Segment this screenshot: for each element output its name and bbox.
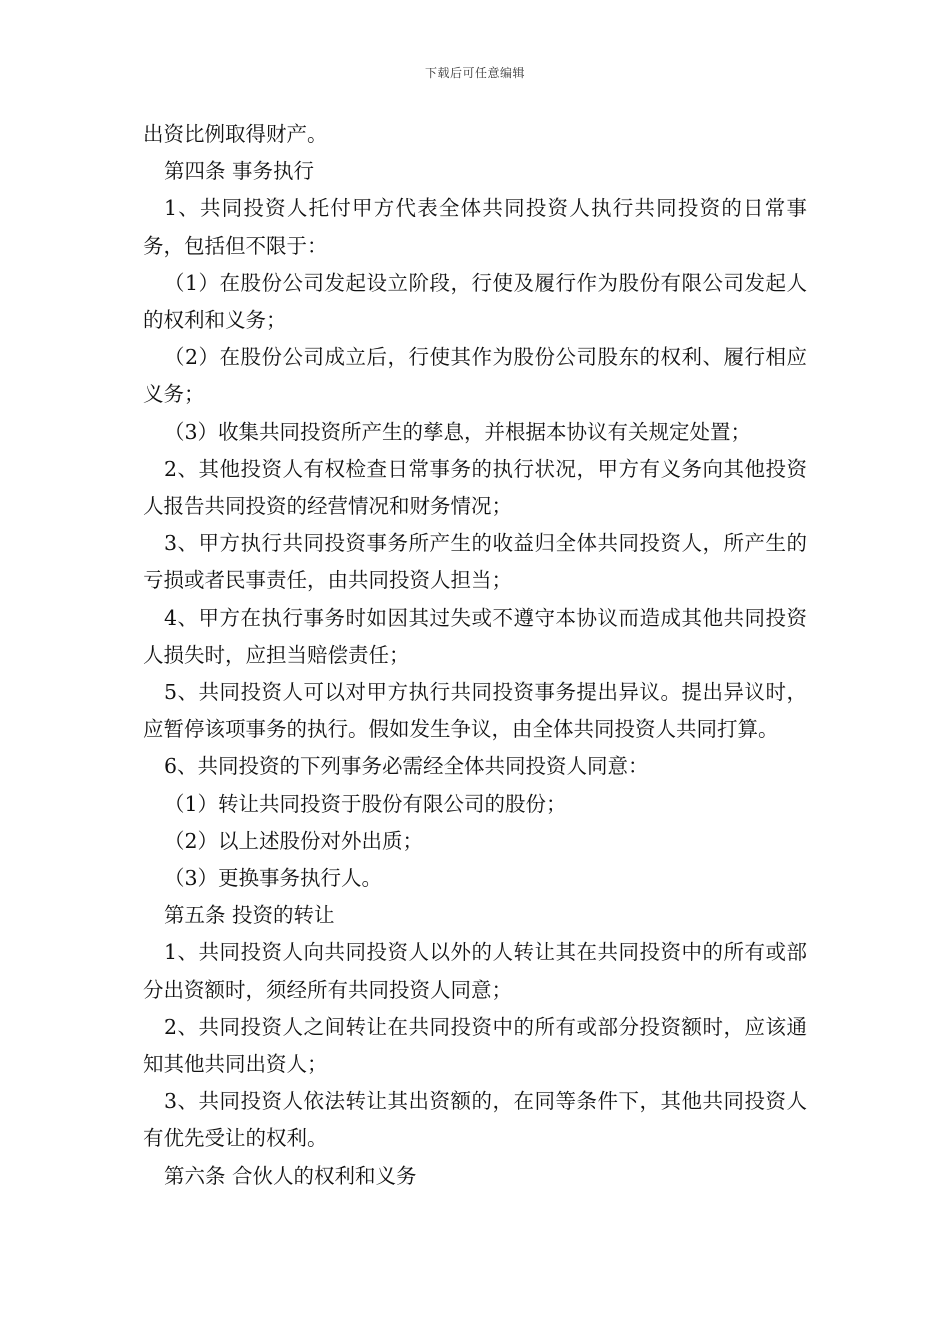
paragraph: 2、其他投资人有权检查日常事务的执行状况，甲方有义务向其他投资人报告共同投资的经营情况和财务情况； [143, 456, 807, 519]
paragraph: （2）以上述股份对外出质； [164, 828, 424, 853]
paragraph: 1、共同投资人托付甲方代表全体共同投资人执行共同投资的日常事务，包括但不限于： [143, 196, 807, 258]
paragraph: （2）在股份公司成立后，行使其作为股份公司股东的权利、履行相应义务； [143, 345, 807, 407]
article-heading: 第四条 事务执行 [164, 159, 315, 184]
document-body [143, 116, 807, 1195]
article-heading: 第五条 投资的转让 [164, 903, 335, 928]
paragraph: 1、共同投资人向共同投资人以外的人转让其在共同投资中的所有或部分出资额时，须经所有共同投资人同意； [143, 940, 807, 1002]
paragraph: 3、甲方执行共同投资事务所产生的收益归全体共同投资人，所产生的亏损或者民事责任，由共同投资人担当； [143, 531, 807, 593]
paragraph: 5、共同投资人可以对甲方执行共同投资事务提出异议。提出异议时，应暂停该项事务的执行。假如发生争议，由全体共同投资人共同打算。 [143, 680, 807, 742]
paragraph: 3、共同投资人依法转让其出资额的，在同等条件下，其他共同投资人有优先受让的权利。 [143, 1089, 807, 1151]
paragraph: （1）转让共同投资于股份有限公司的股份； [164, 791, 567, 816]
paragraph: （3）收集共同投资所产生的孳息，并根据本协议有关规定处置； [164, 419, 752, 444]
paragraph: 出资比例取得财产。 [143, 122, 328, 146]
page-header: 下载后可任意编辑 [424, 66, 525, 80]
paragraph: 2、共同投资人之间转让在共同投资中的所有或部分投资额时，应该通知其他共同出资人； [143, 1014, 807, 1077]
article-heading: 第六条 合伙人的权利和义务 [164, 1163, 417, 1188]
paragraph: （3）更换事务执行人。 [164, 866, 383, 891]
paragraph: 4、甲方在执行事务时如因其过失或不遵守本协议而造成其他共同投资人损失时，应担当赔偿责任； [143, 605, 807, 667]
paragraph: 6、共同投资的下列事务必需经全体共同投资人同意： [164, 754, 649, 779]
paragraph: （1）在股份公司发起设立阶段，行使及履行作为股份有限公司发起人的权利和义务； [143, 270, 807, 333]
